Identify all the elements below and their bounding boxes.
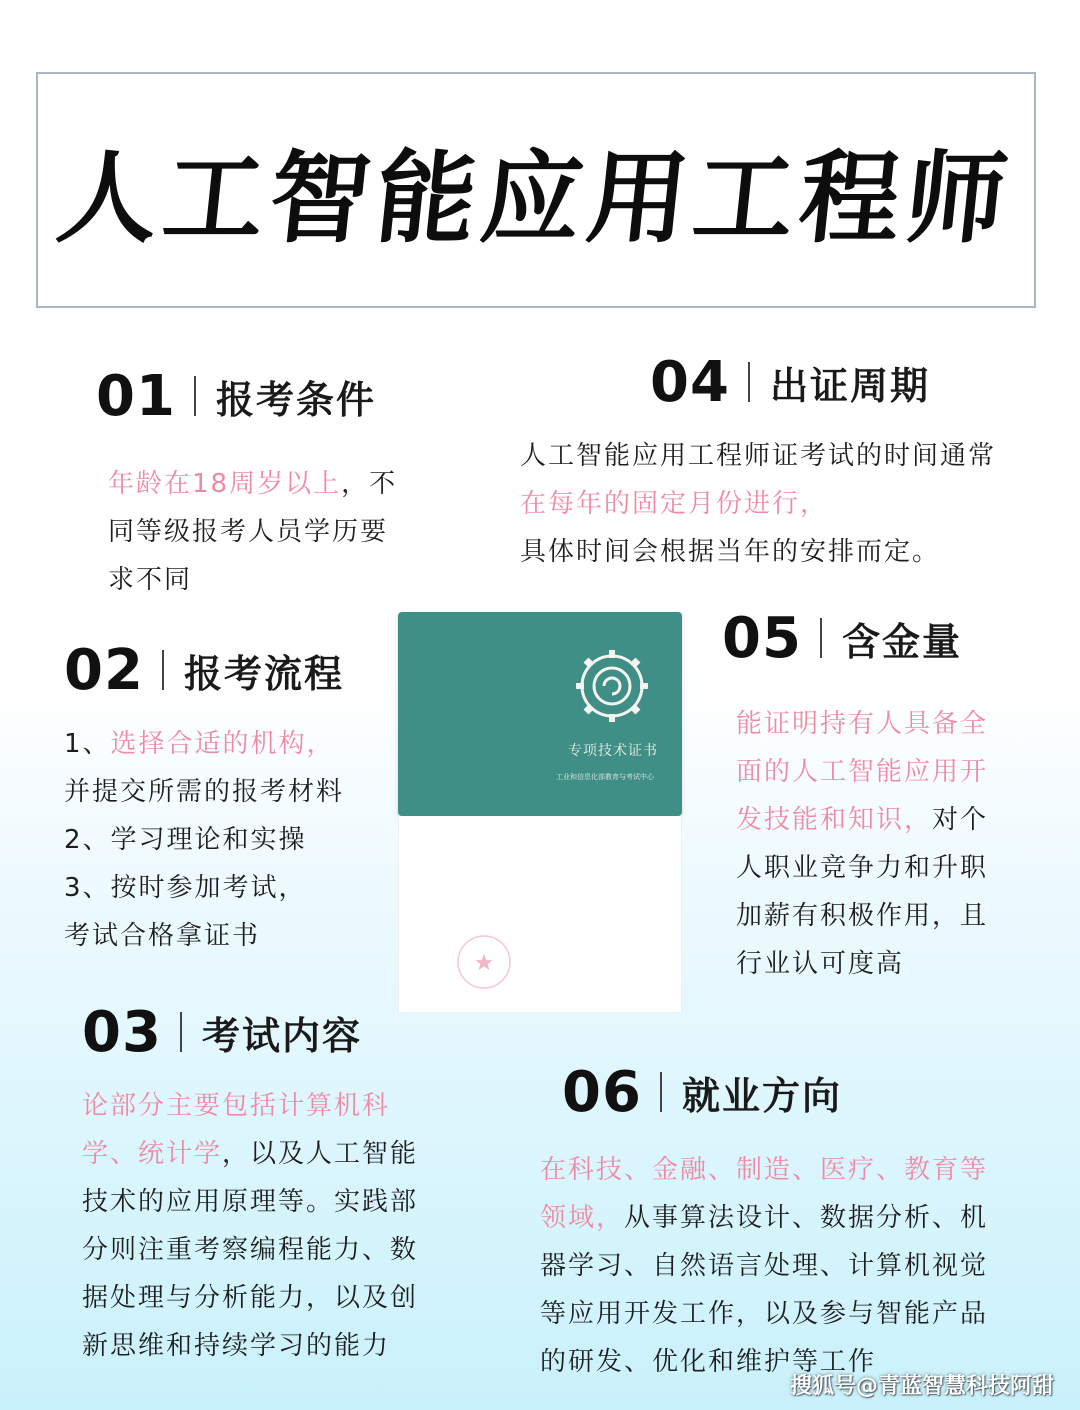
divider (162, 650, 164, 690)
text-line (736, 940, 988, 988)
text-line (64, 816, 344, 864)
section-01-header (96, 364, 397, 428)
certificate-issuer: 工业和信息化部教育与考试中心 (556, 773, 654, 781)
section-01-eligibility (96, 364, 397, 604)
section-02-header (64, 638, 344, 702)
text-line (736, 844, 988, 892)
plain-text: 人职业竞争力和升职 (736, 853, 989, 883)
section-number: 03 (82, 999, 162, 1065)
divider (194, 376, 196, 416)
section-06-header (562, 1060, 842, 1124)
text-line (64, 864, 344, 912)
plain-text: 考试合格拿证书 (64, 921, 261, 951)
section-01-body (108, 460, 397, 604)
text-line (108, 556, 397, 604)
text-line (540, 1194, 988, 1242)
text-line (82, 1274, 418, 1322)
text-line (64, 912, 344, 960)
section-title: 出证周期 (769, 363, 930, 408)
plain-text: 加薪有积极作用，且 (736, 901, 989, 931)
highlight-text: 在每年的固定月份进行， (520, 489, 829, 519)
highlight-text: 论部分主要包括计算机科 (82, 1091, 391, 1121)
plain-text: 并提交所需的报考材料 (64, 777, 345, 807)
text-line (736, 892, 988, 940)
divider (180, 1012, 182, 1052)
seal-icon (454, 932, 514, 992)
section-title: 考试内容 (201, 1013, 362, 1058)
section-number: 06 (562, 1059, 642, 1125)
section-02-body (64, 720, 344, 960)
plain-text: 行业认可度高 (736, 949, 905, 979)
text-line (64, 768, 344, 816)
plain-text: 据处理与分析能力，以及创 (82, 1283, 419, 1313)
plain-text: 分则注重考察编程能力、数 (82, 1235, 419, 1265)
highlight-text: 领域， (540, 1203, 625, 1233)
highlight-text: 面的人工智能应用开 (736, 757, 989, 787)
text-line (108, 460, 397, 508)
text-line (82, 1322, 418, 1370)
text-line (520, 480, 996, 528)
section-number: 05 (722, 605, 802, 671)
highlight-text: 学、统计学 (82, 1139, 223, 1169)
plain-text: 具体时间会根据当年的安排而定。 (520, 537, 941, 567)
title-box (36, 72, 1036, 308)
text-line (540, 1290, 988, 1338)
text-line (82, 1178, 418, 1226)
section-03-body (82, 1082, 418, 1370)
divider (820, 618, 822, 658)
plain-text: 对个 (932, 805, 989, 835)
plain-text: 人工智能应用工程师证考试的时间通常 (520, 441, 997, 471)
section-title: 报考条件 (215, 377, 376, 422)
plain-text: 从事算法设计、数据分析、机 (624, 1203, 989, 1233)
text-line (540, 1242, 988, 1290)
section-06-career (562, 1060, 842, 1124)
plain-text: 求不同 (108, 565, 193, 595)
highlight-text: 选择合适的机构， (110, 729, 335, 759)
text-line (736, 748, 988, 796)
section-title: 含金量 (841, 619, 962, 664)
plain-text: 新思维和持续学习的能力 (82, 1331, 391, 1361)
highlight-text: 年龄在18周岁以上 (108, 469, 342, 499)
section-04-header (650, 350, 930, 414)
section-title: 报考流程 (183, 651, 344, 696)
highlight-text: 发技能和知识， (736, 805, 933, 835)
plain-text: 3、按时参加考试， (64, 873, 307, 903)
plain-text: 等应用开发工作，以及参与智能产品 (540, 1299, 989, 1329)
section-number: 01 (96, 363, 176, 429)
watermark: 搜狐号@青蓝智慧科技阿甜 (789, 1374, 1054, 1399)
section-number: 02 (64, 637, 144, 703)
plain-text: 技术的应用原理等。实践部 (82, 1187, 419, 1217)
certificate-image (396, 610, 686, 1012)
certificate-inner-page (398, 816, 682, 1012)
section-02-process (64, 638, 344, 960)
text-line (82, 1130, 418, 1178)
highlight-text: 能证明持有人具备全 (736, 709, 989, 739)
page-title: 人工智能应用工程师 (51, 140, 1019, 257)
text-line (82, 1226, 418, 1274)
section-05-value (722, 606, 988, 988)
text-line (736, 700, 988, 748)
emblem-icon (572, 646, 652, 726)
text-line (540, 1146, 988, 1194)
text-line (736, 796, 988, 844)
section-number: 04 (650, 349, 730, 415)
text-line (520, 432, 996, 480)
section-04-body (520, 432, 996, 576)
divider (748, 362, 750, 402)
plain-text: 的研发、优化和维护等工作 (540, 1347, 877, 1377)
text-line (82, 1082, 418, 1130)
plain-text: 1、 (64, 729, 111, 759)
section-05-header (722, 606, 988, 670)
divider (660, 1072, 662, 1112)
certificate-name: 专项技术证书 (568, 743, 658, 759)
plain-text: 器学习、自然语言处理、计算机视觉 (540, 1251, 989, 1281)
plain-text: 同等级报考人员学历要 (108, 517, 389, 547)
section-05-body (736, 700, 988, 988)
section-06-body (540, 1146, 988, 1386)
plain-text: 2、学习理论和实操 (64, 825, 307, 855)
section-04-issue-cycle (650, 350, 930, 414)
section-03-exam-content (82, 1000, 418, 1370)
text-line (520, 528, 996, 576)
text-line (108, 508, 397, 556)
plain-text: ，不 (341, 469, 398, 499)
text-line (64, 720, 344, 768)
section-03-header (82, 1000, 418, 1064)
section-title: 就业方向 (681, 1073, 842, 1118)
highlight-text: 在科技、金融、制造、医疗、教育等 (540, 1155, 989, 1185)
certificate-cover (398, 612, 682, 816)
plain-text: ，以及人工智能 (222, 1139, 419, 1169)
